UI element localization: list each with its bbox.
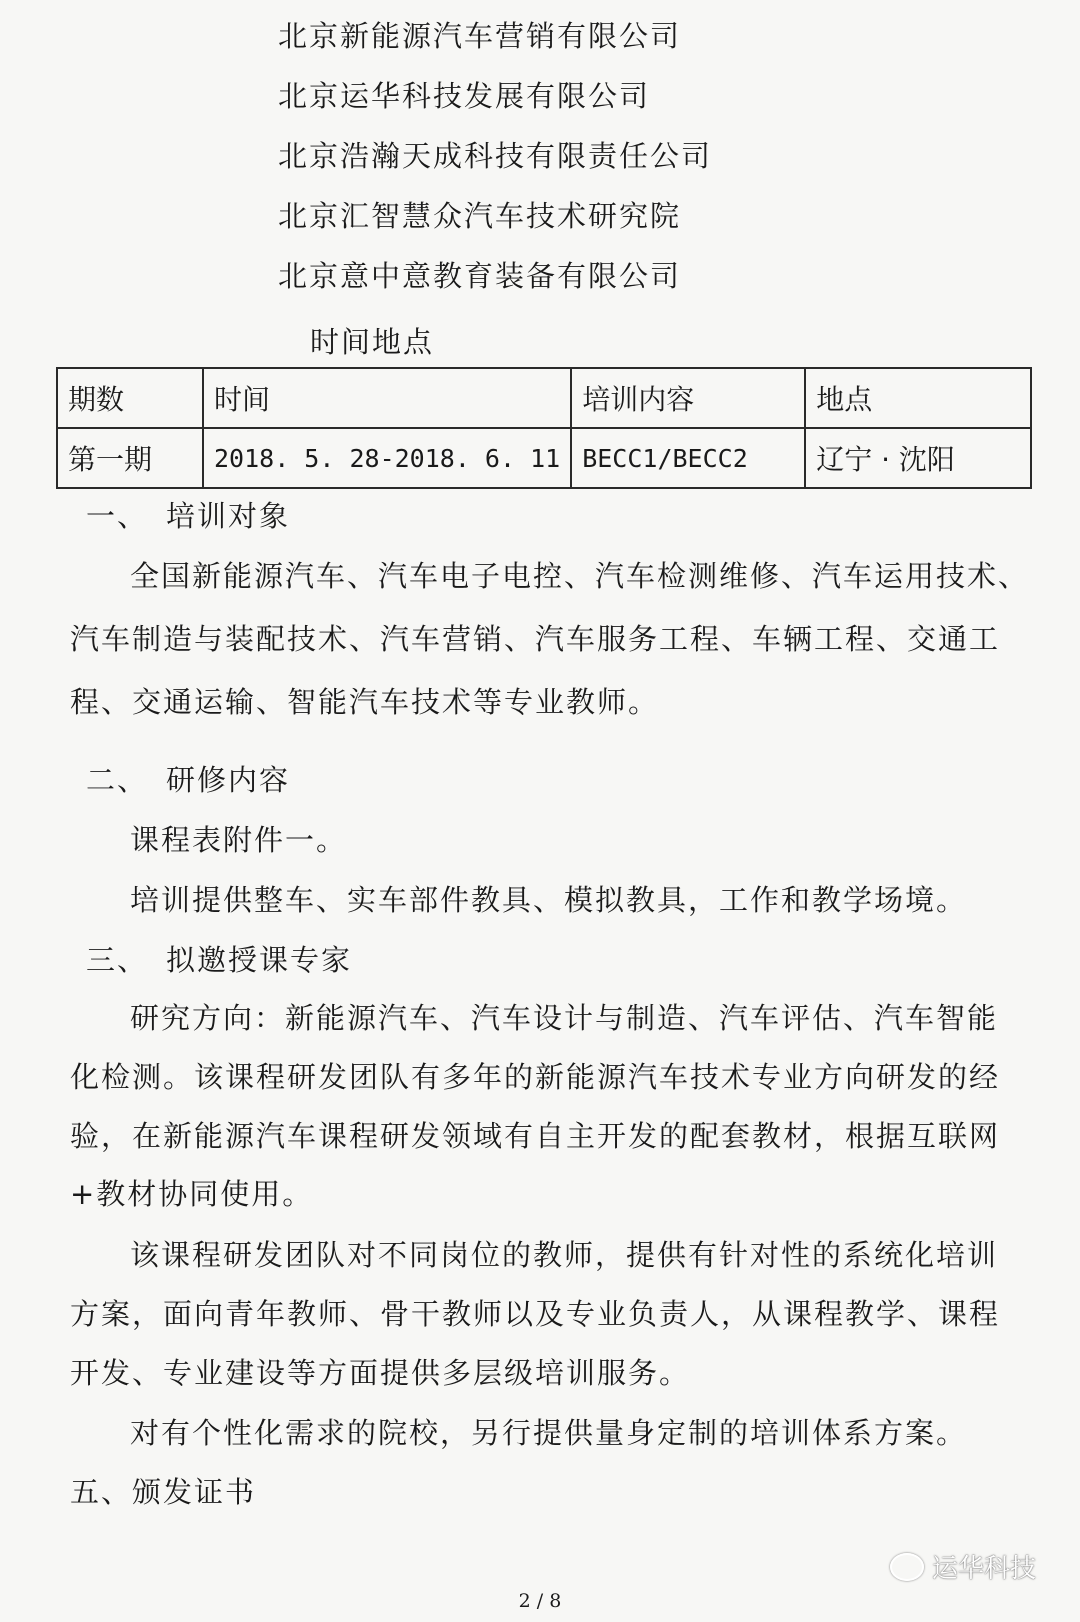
table-cell: 辽宁 · 沈阳 [805,428,1031,488]
paragraph-line: 课程表附件一。 [130,823,348,857]
organization-name: 北京新能源汽车营销有限公司 [278,19,682,53]
section-title: 研修内容 [166,763,291,797]
organization-name: 北京运华科技发展有限公司 [278,79,651,113]
paragraph-line: 验，在新能源汽车课程研发领域有自主开发的配套教材，根据互联网 [70,1119,1001,1153]
paragraph-line: 程、交通运输、智能汽车技术等专业教师。 [70,685,660,719]
paragraph-line: 研究方向：新能源汽车、汽车设计与制造、汽车评估、汽车智能 [130,1001,999,1035]
section-number: 二、 [86,763,149,797]
paragraph-line: 化检测。该课程研发团队有多年的新能源汽车技术专业方向研发的经 [70,1060,1001,1094]
section-heading [86,938,352,979]
page-number: 2 / 8 [518,1590,562,1612]
paragraph-line: 对有个性化需求的院校，另行提供量身定制的培训体系方案。 [130,1416,968,1450]
watermark-text: 运华科技 [931,1554,1036,1584]
paragraph-line: 全国新能源汽车、汽车电子电控、汽车检测维修、汽车运用技术、 [130,559,1030,593]
section-title: 培训对象 [166,499,291,533]
section-heading: 五、颁发证书 [70,1475,257,1509]
section-title: 拟邀授课专家 [166,943,353,977]
table-header-cell: 地点 [805,368,1031,428]
organization-name: 北京浩瀚天成科技有限责任公司 [278,139,713,173]
wechat-icon [890,1553,924,1581]
table-header-row [57,368,1031,428]
paragraph-line: 培训提供整车、实车部件教具、模拟教具，工作和教学场境。 [130,883,968,917]
paragraph-line: 该课程研发团队对不同岗位的教师，提供有针对性的系统化培训 [130,1238,999,1272]
paragraph-line: 开发、专业建设等方面提供多层级培训服务。 [70,1356,691,1390]
paragraph-line: +教材协同使用。 [70,1177,314,1211]
section-heading [86,758,290,799]
table-header-cell: 培训内容 [571,368,805,428]
table-cell: 第一期 [57,428,203,488]
organization-name: 北京意中意教育装备有限公司 [278,259,682,293]
section-heading [86,494,290,535]
schedule-caption: 时间地点 [310,325,435,359]
table-header-cell: 时间 [203,368,571,428]
table-cell: 2018. 5. 28-2018. 6. 11 [203,428,571,488]
section-number: 一、 [86,499,149,533]
table-row [57,428,1031,488]
paragraph-line: 方案，面向青年教师、骨干教师以及专业负责人，从课程教学、课程 [70,1297,1001,1331]
section-number: 三、 [86,943,149,977]
table-cell: BECC1/BECC2 [571,428,805,488]
watermark [890,1548,1036,1585]
schedule-table [56,367,1032,489]
table-header-cell: 期数 [57,368,203,428]
organization-name: 北京汇智慧众汽车技术研究院 [278,199,682,233]
paragraph-line: 汽车制造与装配技术、汽车营销、汽车服务工程、车辆工程、交通工 [70,622,1001,656]
